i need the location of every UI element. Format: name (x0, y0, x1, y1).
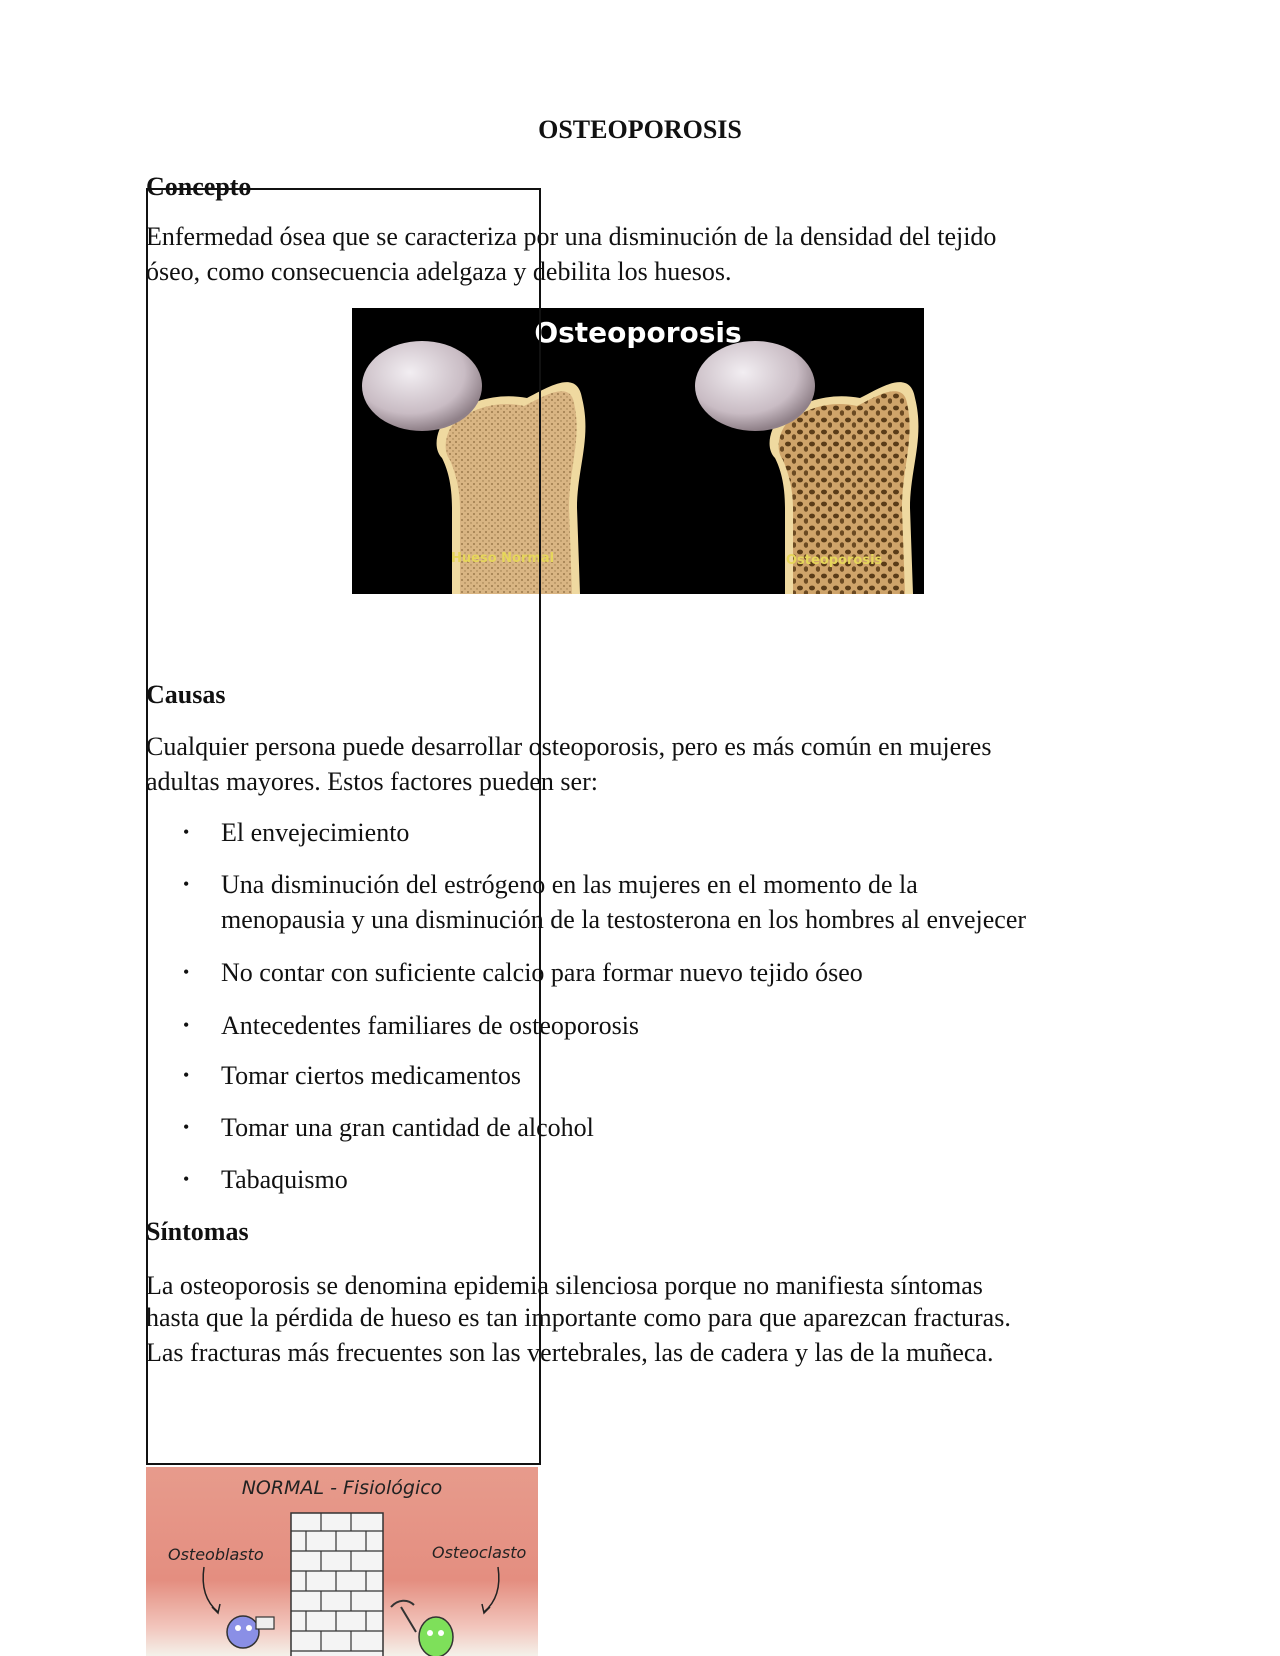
sintomas-paragraph (146, 1268, 1136, 1370)
osteoblast-label: Osteoblasto (168, 1545, 264, 1564)
list-item-text: Tomar una gran cantidad de alcohol (221, 1113, 594, 1142)
concepto-line-1: Enfermedad ósea que se caracteriza por una disminución de la densidad del tejido (146, 222, 997, 251)
sintomas-line-2: hasta que la pérdida de hueso es tan importante como para que aparezcan fracturas. (146, 1303, 1011, 1332)
list-item-text: Antecedentes familiares de osteoporosis (221, 1011, 640, 1040)
osteoporosis-bone-image (352, 308, 924, 594)
bullet-icon: • (183, 1117, 190, 1137)
concepto-paragraph (146, 219, 1136, 289)
bullet-icon: • (183, 1015, 190, 1035)
sintomas-heading: Síntomas (146, 1217, 249, 1246)
list-item-text: Tabaquismo (221, 1165, 348, 1194)
cartoon-title: NORMAL - Fisiológico (241, 1477, 443, 1499)
osteoporosis-bone-caption: Osteoporosis (786, 553, 883, 568)
bone-image-title: Osteoporosis (534, 316, 742, 349)
bone-wall-illustration (146, 1467, 538, 1656)
concepto-line-2: óseo, como consecuencia adelgaza y debilita los huesos. (146, 257, 732, 286)
sintomas-line-3: Las fracturas más frecuentes son las vertebrales, las de cadera y las de la muñeca. (146, 1338, 994, 1367)
concepto-heading: Concepto (146, 172, 252, 201)
list-item-text: Tomar ciertos medicamentos (221, 1061, 521, 1090)
osteoclast-character (391, 1601, 453, 1656)
osteoclast-label: Osteoclasto (432, 1543, 527, 1562)
sintomas-line-1: La osteoporosis se denomina epidemia silenciosa porque no manifiesta síntomas (146, 1271, 983, 1300)
causas-intro (146, 729, 1136, 799)
causas-intro-line-2: adultas mayores. Estos factores pueden ser: (146, 767, 598, 796)
bone-remodeling-image (146, 1467, 538, 1656)
causas-heading: Causas (146, 680, 226, 709)
causas-intro-line-1: Cualquier persona puede desarrollar osteoporosis, pero es más común en mujeres (146, 732, 992, 761)
list-item-text: El envejecimiento (221, 818, 410, 847)
list-item-text: No contar con suficiente calcio para formar nuevo tejido óseo (221, 958, 863, 987)
bullet-icon: • (183, 1169, 190, 1189)
bullet-icon: • (183, 962, 190, 982)
list-item-text: Una disminución del estrógeno en las mujeres en el momento de la (221, 870, 918, 899)
normal-bone-caption: Hueso Normal (451, 551, 555, 566)
bullet-icon: • (183, 822, 190, 842)
bullet-icon: • (183, 874, 190, 894)
list-item-text-cont: menopausia y una disminución de la testosterona en los hombres al envejecer (221, 905, 1027, 934)
document-title: OSTEOPOROSIS (538, 115, 742, 144)
osteoblast-character (227, 1616, 274, 1648)
femur-illustration (352, 308, 924, 594)
bullet-icon: • (183, 1065, 190, 1085)
